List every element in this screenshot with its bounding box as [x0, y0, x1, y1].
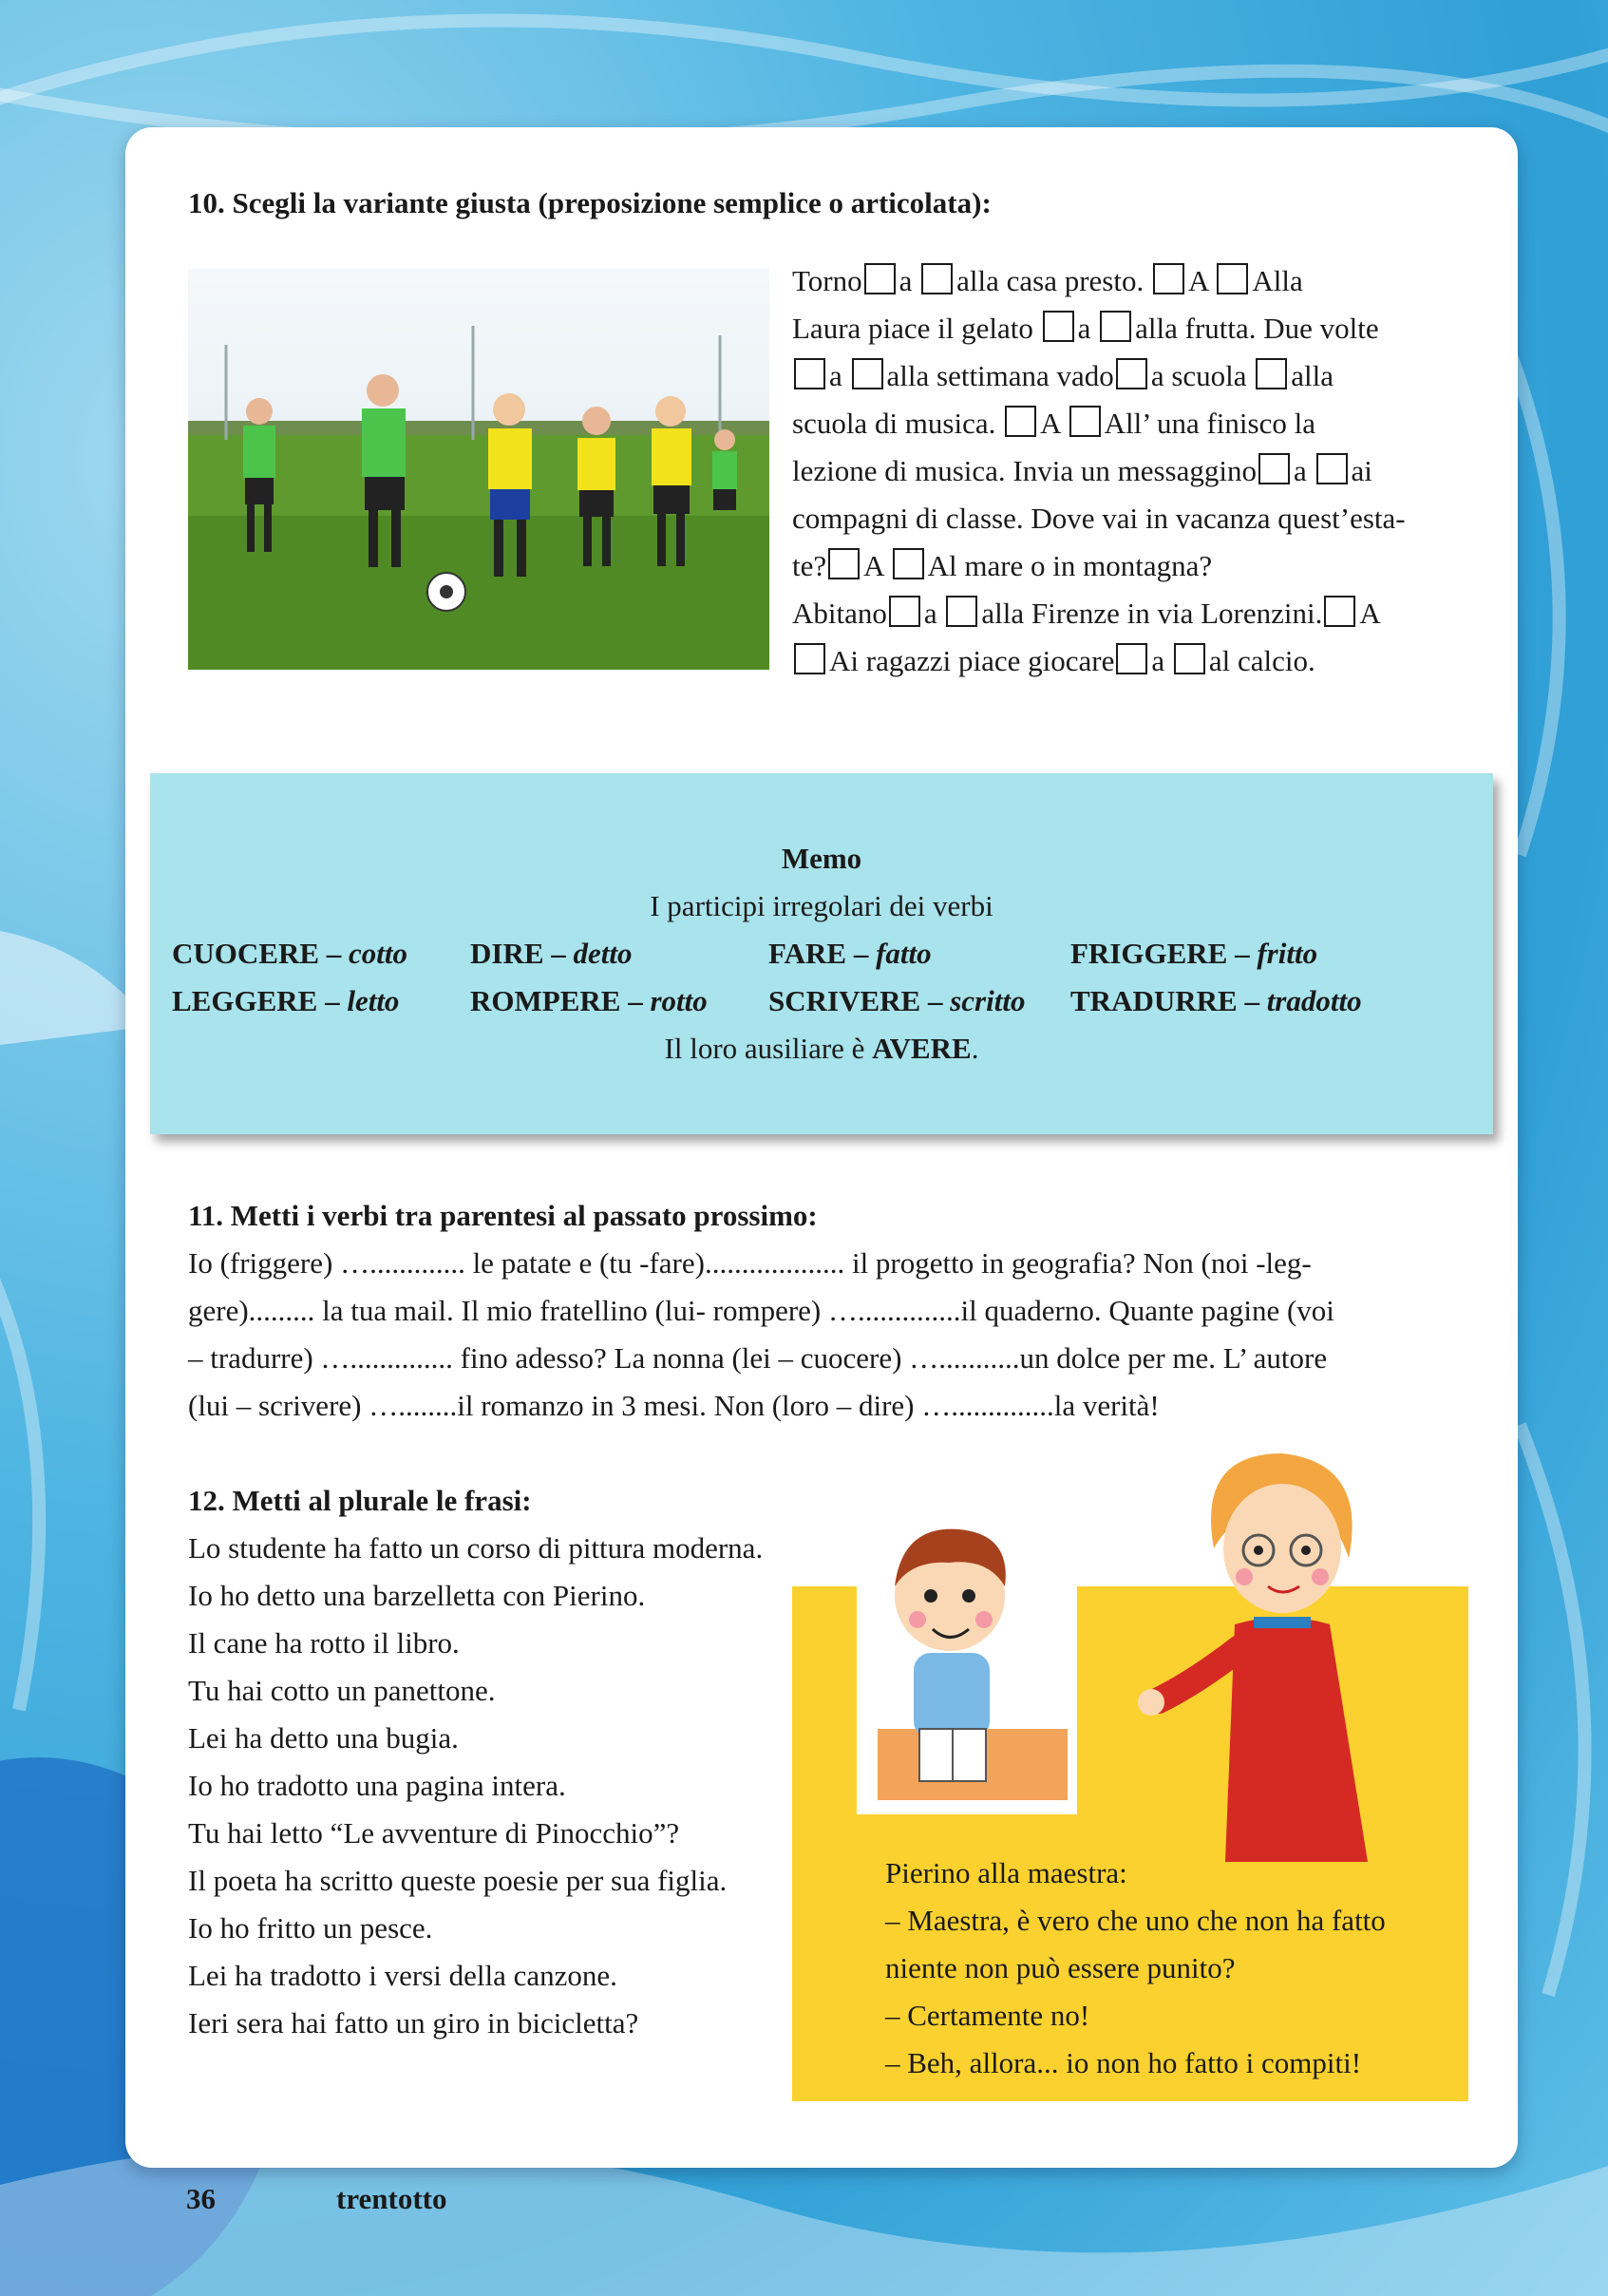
sentence: Tu hai letto “Le avventure di Pinocchio”?	[188, 1816, 680, 1850]
ex11-line: Io (friggere) …............. le patate e (tu -fare)................... il progetto in geografia? Non (noi -leg-	[188, 1246, 1312, 1280]
exercise-11-title: 11. Metti i verbi tra parentesi al passato prossimo:	[188, 1199, 818, 1232]
checkbox[interactable]	[1258, 453, 1290, 484]
joke-line: Pierino alla maestra:	[885, 1856, 1127, 1889]
checkbox[interactable]	[921, 263, 953, 294]
ex10-line-8: Abitano a alla Firenze in via Lorenzini. A	[792, 597, 1381, 630]
children-playing-football-image	[188, 269, 769, 670]
exercise-11-text	[188, 1240, 1480, 1430]
memo-rompere: ROMPERE – rotto	[470, 984, 708, 1017]
ex10-line-3: a alla settimana vado a scuola alla	[792, 352, 1406, 400]
memo-tradurre: TRADURRE – tradotto	[1070, 984, 1362, 1017]
checkbox[interactable]	[1116, 358, 1147, 389]
pierino-teacher-illustration	[836, 1444, 1482, 1871]
checkbox[interactable]	[794, 643, 825, 674]
joke-line: – Certamente no!	[885, 1999, 1090, 2032]
sentence: Il poeta ha scritto queste poesie per sua figlia.	[188, 1864, 728, 1897]
ex10-line-1: Torno a alla casa presto. A Alla	[792, 264, 1303, 297]
exercise-10-text	[792, 257, 1406, 685]
checkbox[interactable]	[1174, 643, 1205, 674]
football-photo	[188, 269, 769, 670]
memo-auxiliary: Il loro ausiliare è AVERE.	[664, 1032, 979, 1065]
sentence: Tu hai cotto un panettone.	[188, 1674, 496, 1707]
sentence: Lei ha detto una bugia.	[188, 1721, 459, 1755]
checkbox[interactable]	[1324, 596, 1355, 627]
checkbox[interactable]	[1116, 643, 1147, 674]
checkbox[interactable]	[1069, 406, 1101, 437]
checkbox[interactable]	[893, 548, 924, 579]
joke-line: niente non può essere punito?	[885, 1951, 1236, 1984]
checkbox[interactable]	[864, 263, 896, 294]
sentence: Il cane ha rotto il libro.	[188, 1626, 460, 1660]
checkbox[interactable]	[828, 548, 860, 579]
joke-line: – Maestra, è vero che uno che non ha fatto	[885, 1904, 1386, 1937]
checkbox[interactable]	[1100, 311, 1131, 342]
checkbox[interactable]	[1217, 263, 1248, 294]
sentence: Io ho fritto un pesce.	[188, 1911, 433, 1945]
ex11-line: – tradurre) ….............. fino adesso? La nonna (lei – cuocere) …...........un dolce per me. L’ autore	[188, 1341, 1328, 1375]
checkbox[interactable]	[1153, 263, 1184, 294]
checkbox[interactable]	[852, 358, 883, 389]
exercise-12-title: 12. Metti al plurale le frasi:	[188, 1484, 532, 1517]
checkbox[interactable]	[946, 596, 977, 627]
ex10-line-7: te? A Al mare o in montagna?	[792, 549, 1213, 582]
sentence: Ieri sera hai fatto un giro in bicicletta?	[188, 2006, 639, 2040]
memo-scrivere: SCRIVERE – scritto	[768, 984, 1026, 1017]
ex10-line-4: scuola di musica. A All’ una finisco la	[792, 407, 1315, 440]
exercise-12-list	[188, 1525, 763, 2047]
exercise-10-title: 10. Scegli la variante giusta (preposizione semplice o articolata):	[188, 186, 992, 219]
joke-line: – Beh, allora... io non ho fatto i compiti!	[885, 2046, 1362, 2079]
memo-friggere: FRIGGERE – fritto	[1070, 937, 1318, 970]
ex11-line: (lui – scrivere) …........il romanzo in 3 mesi. Non (loro – dire) …..............la verità!	[188, 1389, 1160, 1422]
checkbox[interactable]	[889, 596, 920, 627]
sentence: Lo studente ha fatto un corso di pittura moderna.	[188, 1531, 764, 1565]
page-number: 36	[186, 2182, 216, 2215]
memo-dire: DIRE – detto	[470, 937, 633, 970]
memo-box	[150, 773, 1493, 1134]
checkbox[interactable]	[794, 358, 825, 389]
checkbox[interactable]	[1316, 453, 1348, 484]
sentence: Io ho tradotto una pagina intera.	[188, 1769, 566, 1802]
checkbox[interactable]	[1256, 358, 1287, 389]
ex10-line-6: compagni di classe. Dove vai in vacanza quest’esta-	[792, 502, 1406, 535]
sentence: Io ho detto una barzelletta con Pierino.	[188, 1579, 646, 1612]
memo-title: Memo	[781, 842, 862, 875]
sentence: Lei ha tradotto i versi della canzone.	[188, 1959, 617, 1992]
memo-cuocere: CUOCERE – cotto	[172, 937, 408, 970]
memo-fare: FARE – fatto	[768, 937, 932, 970]
ex10-line-2: Laura piace il gelato a alla frutta. Due volte	[792, 312, 1379, 345]
checkbox[interactable]	[1043, 311, 1074, 342]
ex11-line: gere)......... la tua mail. Il mio fratellino (lui- rompere) …..............il quaderno. Quante pagine (voi	[188, 1294, 1334, 1327]
checkbox[interactable]	[1005, 406, 1036, 437]
joke-text	[885, 1850, 1386, 2087]
page-number-word: trentotto	[336, 2182, 447, 2215]
memo-subtitle: I participi irregolari dei verbi	[650, 889, 993, 922]
ex10-line-5: lezione di musica. Invia un messaggino a ai	[792, 454, 1372, 487]
memo-leggere: LEGGERE – letto	[172, 984, 400, 1017]
ex10-line-9: Ai ragazzi piace giocare a al calcio.	[792, 637, 1406, 685]
